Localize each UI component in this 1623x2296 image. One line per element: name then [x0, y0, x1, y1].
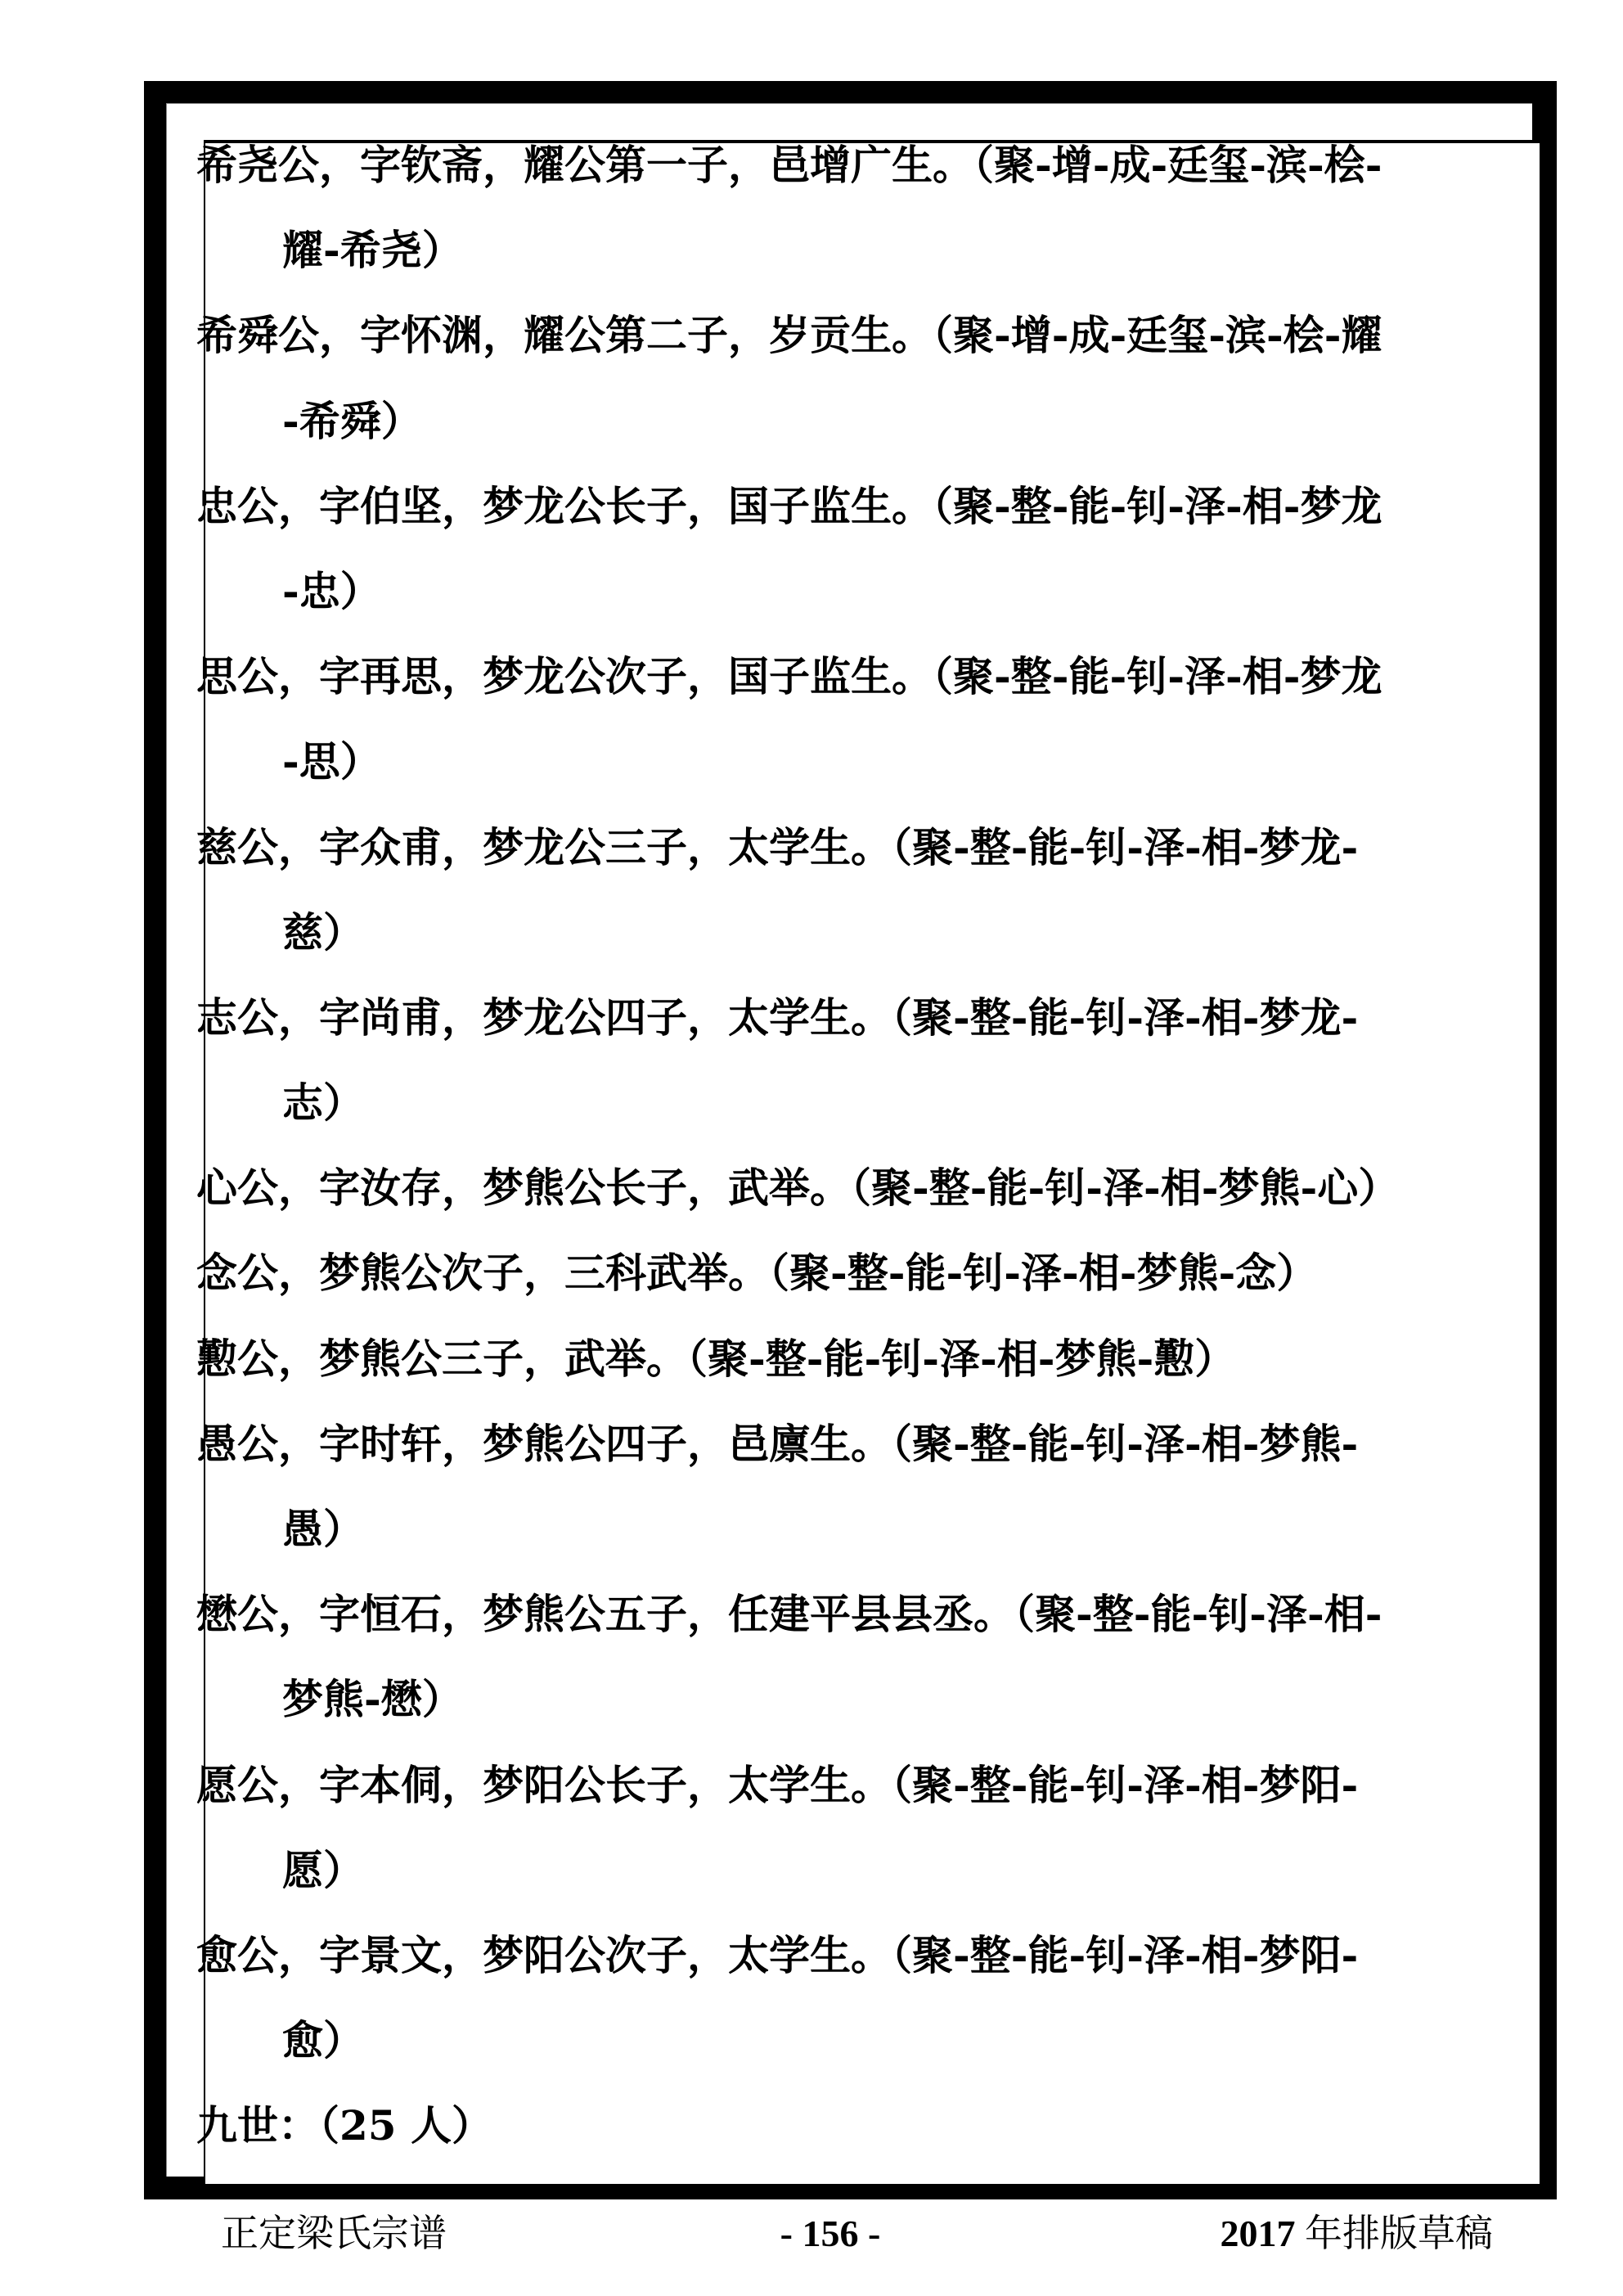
entry-line-continuation: 耀-希尧）	[282, 226, 463, 275]
entry-line-continuation: 愈）	[282, 2016, 364, 2065]
generation-heading: 九世：（25 人）	[196, 2101, 492, 2150]
entry-line-continuation: 慈）	[282, 907, 364, 957]
entry-line-continuation: -希舜）	[282, 396, 422, 445]
entry-line: 思公，字再思，梦龙公次子，国子监生。（聚-整-能-钊-泽-相-梦龙	[196, 652, 1382, 701]
footer-book-title: 正定梁氏宗谱	[221, 2213, 447, 2254]
entry-line-continuation: 梦熊-懋）	[282, 1675, 463, 1724]
entry-line-continuation: -忠）	[282, 566, 381, 615]
footer-year: 2017	[1220, 2213, 1296, 2254]
genealogy-entries	[196, 123, 1522, 2169]
entry-line: 希舜公，字怀渊，耀公第二子，岁贡生。（聚-增-成-廷玺-滨-桧-耀	[196, 311, 1382, 360]
entry-line: 懋公，字恒石，梦熊公五子，任建平县县丞。（聚-整-能-钊-泽-相-	[196, 1590, 1382, 1639]
entry-line: 愚公，字时轩，梦熊公四子，邑廪生。（聚-整-能-钊-泽-相-梦熊-	[196, 1419, 1359, 1468]
entry-line: 志公，字尚甫，梦龙公四子，太学生。（聚-整-能-钊-泽-相-梦龙-	[196, 993, 1359, 1042]
entry-line: 懃公，梦熊公三子，武举。（聚-整-能-钊-泽-相-梦熊-懃）	[196, 1334, 1236, 1383]
entry-line-continuation: 志）	[282, 1078, 364, 1128]
entry-line-continuation: 愚）	[282, 1505, 364, 1553]
entry-line: 慈公，字众甫，梦龙公三子，太学生。（聚-整-能-钊-泽-相-梦龙-	[196, 822, 1359, 871]
entry-line-continuation: -思）	[282, 737, 381, 786]
entry-line: 愈公，字景文，梦阳公次子，太学生。（聚-整-能-钊-泽-相-梦阳-	[196, 1930, 1359, 1979]
entry-line: 念公，梦熊公次子，三科武举。（聚-整-能-钊-泽-相-梦熊-念）	[196, 1249, 1318, 1298]
entry-line: 愿公，字本侗，梦阳公长子，太学生。（聚-整-能-钊-泽-相-梦阳-	[196, 1760, 1359, 1809]
footer-page-number: - 156 -	[780, 2213, 881, 2254]
entry-line: 心公，字汝存，梦熊公长子，武举。（聚-整-能-钊-泽-相-梦熊-心）	[196, 1164, 1400, 1213]
entry-line: 忠公，字伯坚，梦龙公长子，国子监生。（聚-整-能-钊-泽-相-梦龙	[196, 481, 1382, 530]
entry-line: 希尧公，字钦斋，耀公第一子，邑增广生。（聚-增-成-廷玺-滨-桧-	[196, 141, 1382, 189]
entry-line-continuation: 愿）	[282, 1845, 364, 1894]
footer-draft-label: 年排版草稿	[1295, 2213, 1493, 2254]
footer-draft-note	[1194, 2201, 1493, 2267]
